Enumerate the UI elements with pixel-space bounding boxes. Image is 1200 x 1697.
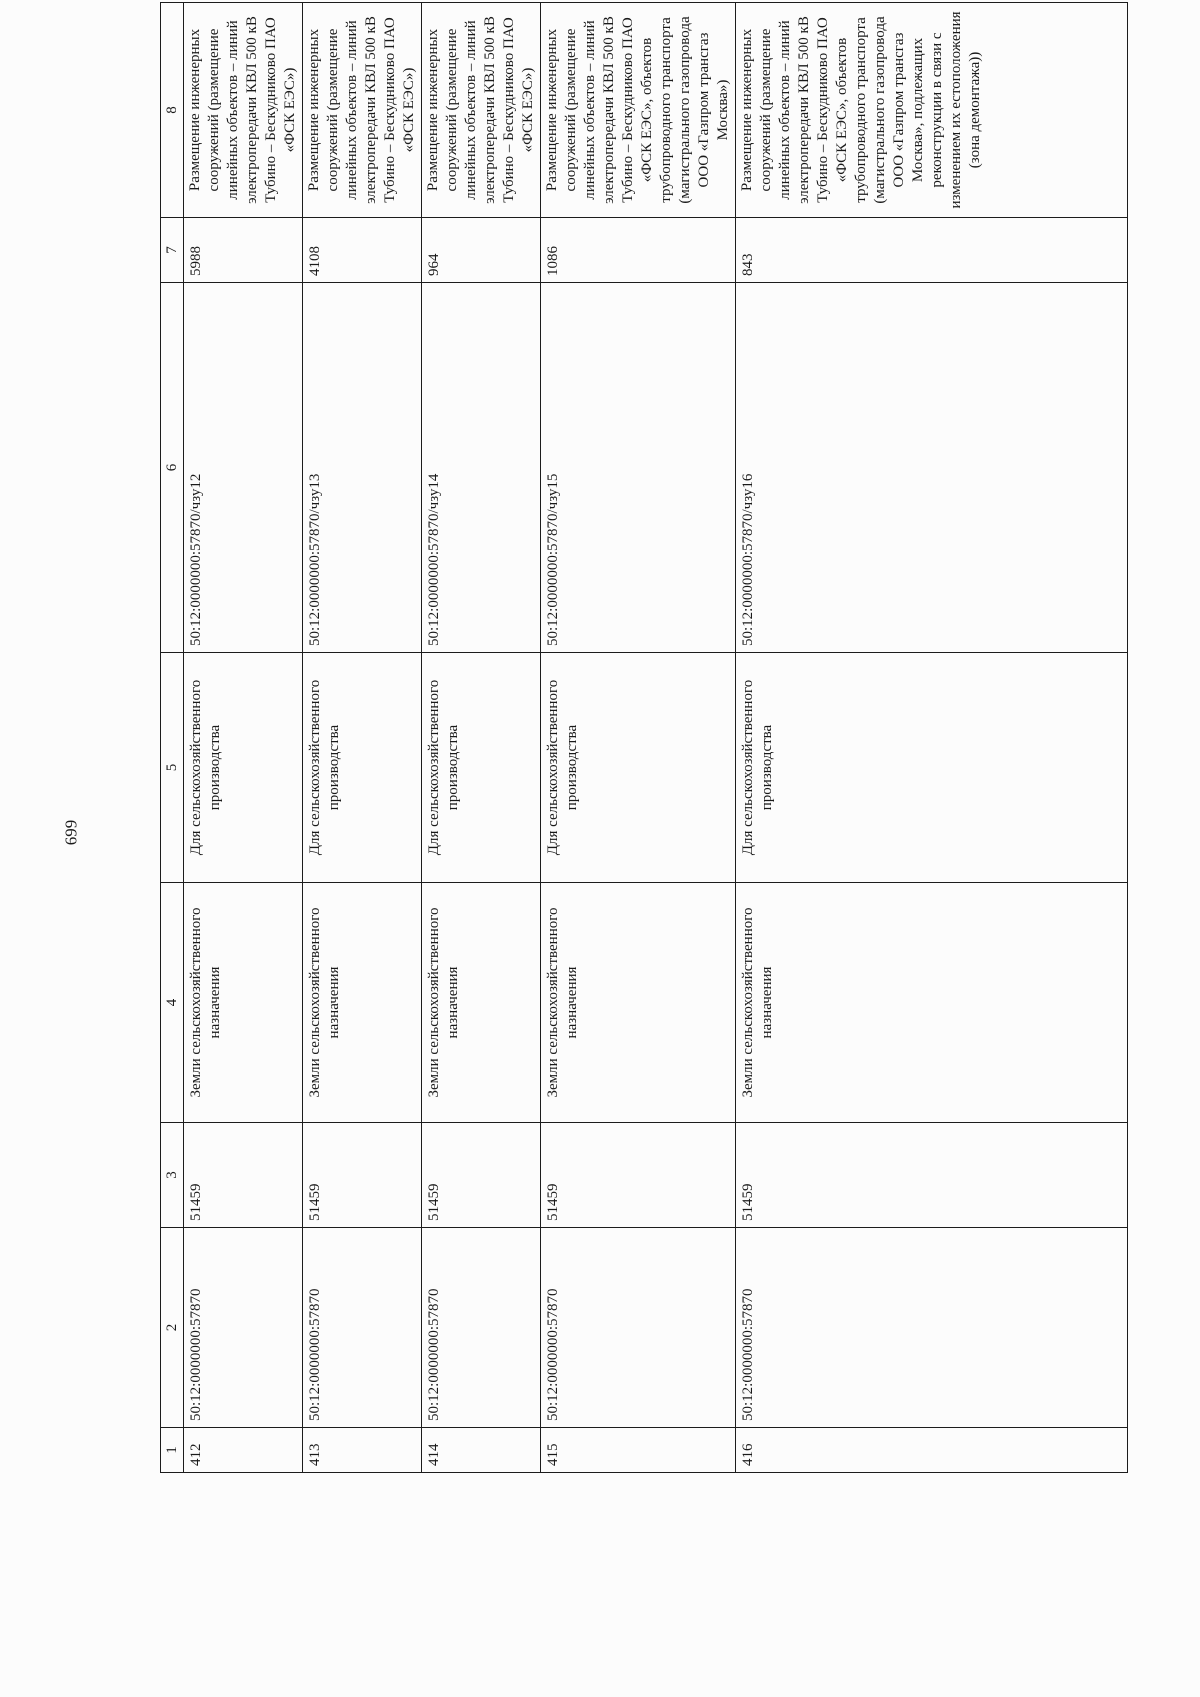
land-parcels-table xyxy=(160,2,1128,1473)
parcel-area: 51459 xyxy=(736,1123,1128,1228)
row-number: 413 xyxy=(303,1428,422,1473)
parcel-area: 51459 xyxy=(541,1123,736,1228)
parcel-part-number: 50:12:0000000:57870/чзу12 xyxy=(184,283,303,653)
table-row xyxy=(736,3,1128,1473)
permitted-use: Для сельскохозяйственного производства xyxy=(422,653,541,883)
purpose: Размещение инженерных сооружений (размещение линейных объектов – линий электропередачи КВЛ 500 кВ Тубино – Бескудниково ПАО «ФСК ЕЭС») xyxy=(422,3,541,218)
parcel-part-number: 50:12:0000000:57870/чзу13 xyxy=(303,283,422,653)
purpose: Размещение инженерных сооружений (размещение линейных объектов – линий электропередачи КВЛ 500 кВ Тубино – Бескудниково ПАО «ФСК ЕЭС», объектов трубопроводного транспорта (магистрального газопровода ООО «Газпром трансгаз Москва», подлежащих реконструкции в связи с изменением их естоположения (зона демонтажа)) xyxy=(736,3,1128,218)
land-category: Земли сельскохозяйственного назначения xyxy=(184,883,303,1123)
parcel-part-number: 50:12:0000000:57870/чзу16 xyxy=(736,283,1128,653)
land-parcels-table-rotated xyxy=(160,3,1128,1473)
row-number: 412 xyxy=(184,1428,303,1473)
permitted-use: Для сельскохозяйственного производства xyxy=(184,653,303,883)
parcel-part-number: 50:12:0000000:57870/чзу15 xyxy=(541,283,736,653)
land-category: Земли сельскохозяйственного назначения xyxy=(422,883,541,1123)
parcel-area: 51459 xyxy=(184,1123,303,1228)
purpose: Размещение инженерных сооружений (размещение линейных объектов – линий электропередачи КВЛ 500 кВ Тубино – Бескудниково ПАО «ФСК ЕЭС») xyxy=(303,3,422,218)
table-row xyxy=(184,3,303,1473)
table-row xyxy=(303,3,422,1473)
page-number: 699 xyxy=(61,819,81,846)
part-area: 4108 xyxy=(303,218,422,283)
column-header: 7 xyxy=(161,218,184,283)
column-header: 2 xyxy=(161,1228,184,1428)
cadastral-number: 50:12:0000000:57870 xyxy=(736,1228,1128,1428)
column-header: 1 xyxy=(161,1428,184,1473)
parcel-area: 51459 xyxy=(303,1123,422,1228)
column-header: 5 xyxy=(161,653,184,883)
row-number: 416 xyxy=(736,1428,1128,1473)
header-row xyxy=(161,3,184,1473)
purpose: Размещение инженерных сооружений (размещение линейных объектов – линий электропередачи КВЛ 500 кВ Тубино – Бескудниково ПАО «ФСК ЕЭС», объектов трубопроводного транспорта (магистрального газопровода ООО «Газпром трансгаз Москва») xyxy=(541,3,736,218)
part-area: 5988 xyxy=(184,218,303,283)
cadastral-number: 50:12:0000000:57870 xyxy=(184,1228,303,1428)
part-area: 843 xyxy=(736,218,1128,283)
table-row xyxy=(541,3,736,1473)
land-category: Земли сельскохозяйственного назначения xyxy=(736,883,1128,1123)
purpose: Размещение инженерных сооружений (размещение линейных объектов – линий электропередачи КВЛ 500 кВ Тубино – Бескудниково ПАО «ФСК ЕЭС») xyxy=(184,3,303,218)
table-row xyxy=(422,3,541,1473)
permitted-use: Для сельскохозяйственного производства xyxy=(303,653,422,883)
land-category: Земли сельскохозяйственного назначения xyxy=(541,883,736,1123)
part-area: 1086 xyxy=(541,218,736,283)
parcel-area: 51459 xyxy=(422,1123,541,1228)
cadastral-number: 50:12:0000000:57870 xyxy=(303,1228,422,1428)
column-header: 4 xyxy=(161,883,184,1123)
permitted-use: Для сельскохозяйственного производства xyxy=(736,653,1128,883)
cadastral-number: 50:12:0000000:57870 xyxy=(422,1228,541,1428)
row-number: 415 xyxy=(541,1428,736,1473)
column-header: 6 xyxy=(161,283,184,653)
land-category: Земли сельскохозяйственного назначения xyxy=(303,883,422,1123)
row-number: 414 xyxy=(422,1428,541,1473)
cadastral-number: 50:12:0000000:57870 xyxy=(541,1228,736,1428)
column-header: 8 xyxy=(161,3,184,218)
column-header: 3 xyxy=(161,1123,184,1228)
parcel-part-number: 50:12:0000000:57870/чзу14 xyxy=(422,283,541,653)
part-area: 964 xyxy=(422,218,541,283)
permitted-use: Для сельскохозяйственного производства xyxy=(541,653,736,883)
